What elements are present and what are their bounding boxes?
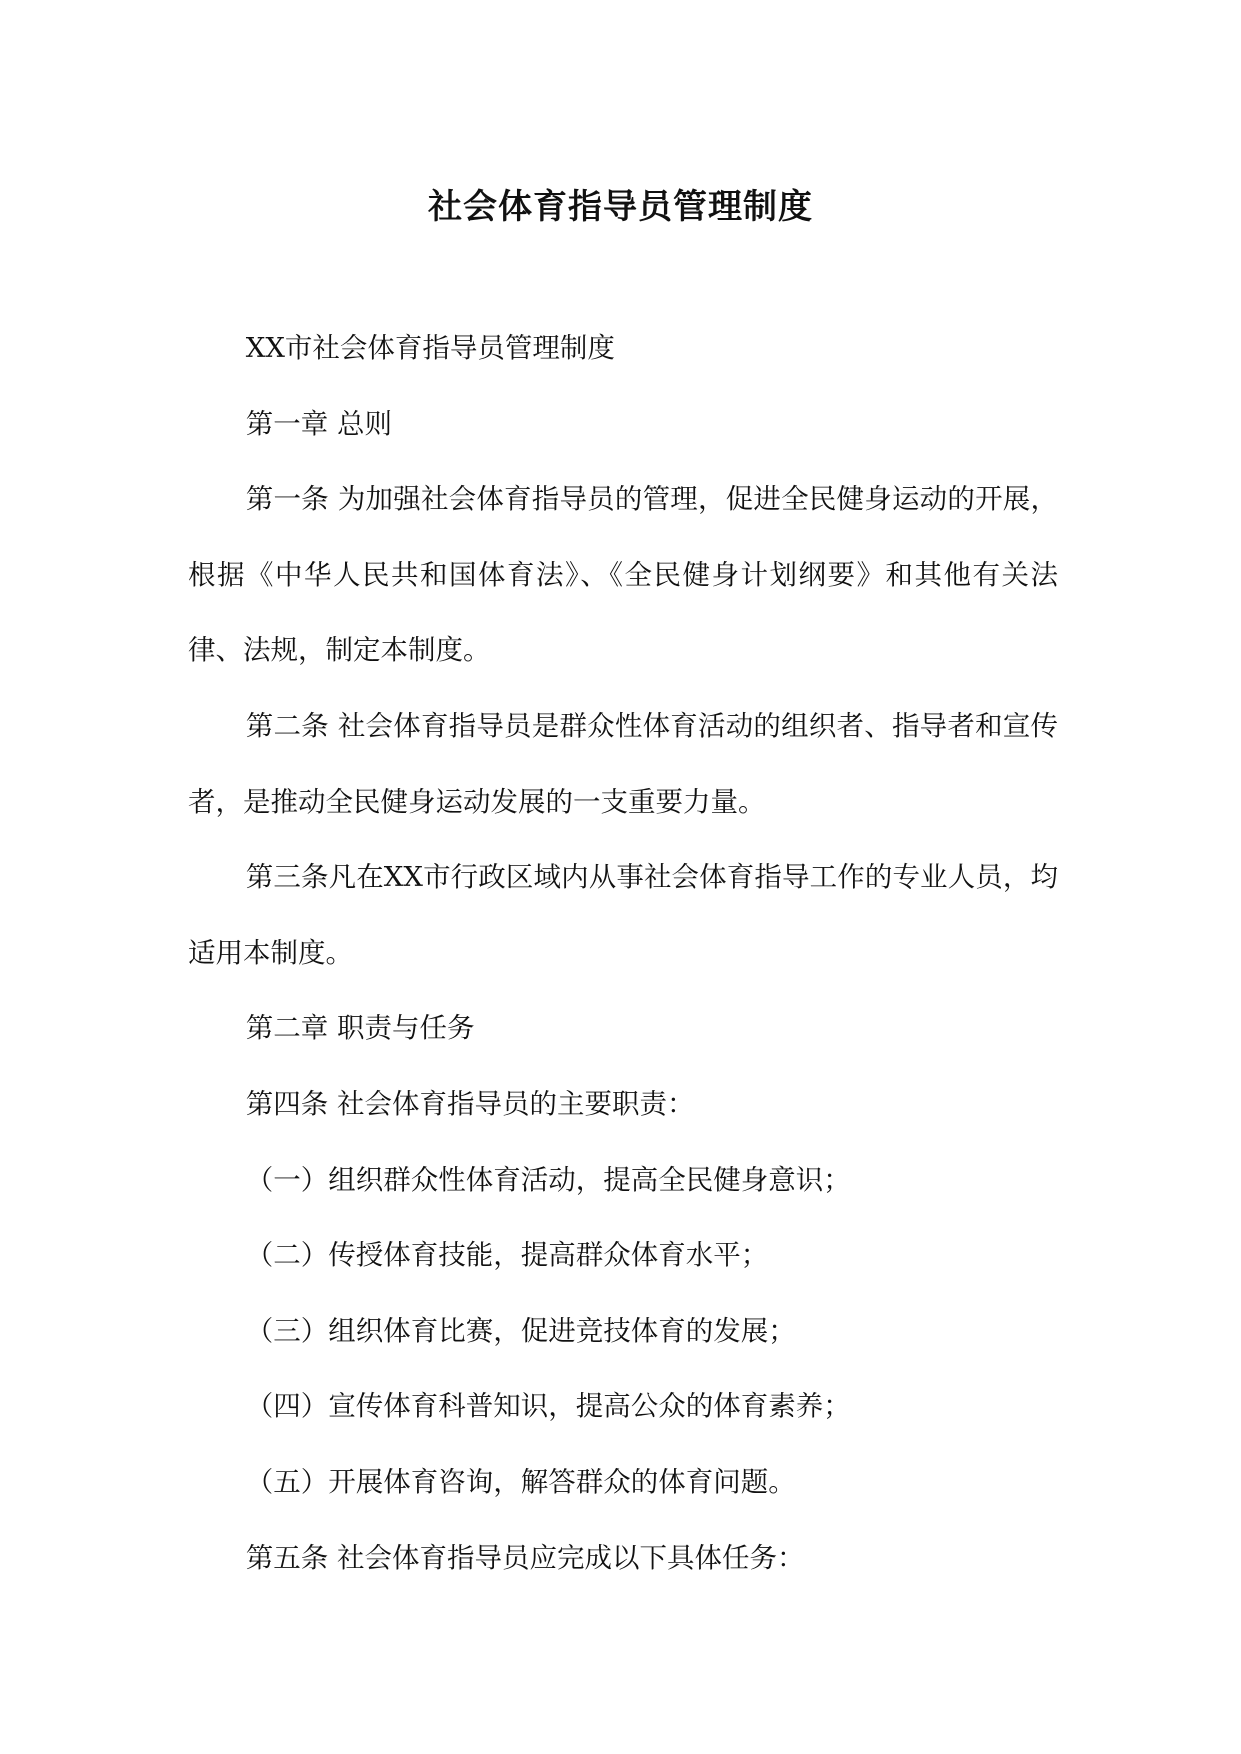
article-paragraph: 第五条 社会体育指导员应完成以下具体任务： — [245, 1541, 805, 1574]
document-body — [188, 311, 1058, 1596]
list-item: （一）组织群众性体育活动，提高全民健身意识； — [245, 1163, 851, 1196]
chapter-heading: 第二章 职责与任务 — [245, 1012, 475, 1045]
chapter-heading: 第一章 总则 — [245, 407, 392, 440]
article-paragraph: 第三条凡在XX市行政区域内从事社会体育指导工作的专业人员，均适用本制度。 — [188, 861, 1058, 969]
list-item: （三）组织体育比赛，促进竞技体育的发展； — [245, 1314, 796, 1347]
subtitle-paragraph: XX市社会体育指导员管理制度 — [245, 332, 615, 364]
article-paragraph: 第二条 社会体育指导员是群众性体育活动的组织者、指导者和宣传者，是推动全民健身运动发展的一支重要力量。 — [188, 709, 1058, 818]
document-title: 社会体育指导员管理制度 — [428, 187, 813, 227]
article-paragraph: 第四条 社会体育指导员的主要职责： — [245, 1087, 695, 1120]
article-paragraph: 第一条 为加强社会体育指导员的管理，促进全民健身运动的开展，根据《中华人民共和国体育法》、《全民健身计划纲要》和其他有关法律、法规，制定本制度。 — [188, 483, 1058, 667]
list-item: （二）传授体育技能，提高群众体育水平； — [245, 1239, 769, 1272]
list-item: （五）开展体育咨询，解答群众的体育问题。 — [245, 1465, 796, 1498]
list-item: （四）宣传体育科普知识，提高公众的体育素养； — [245, 1390, 851, 1423]
